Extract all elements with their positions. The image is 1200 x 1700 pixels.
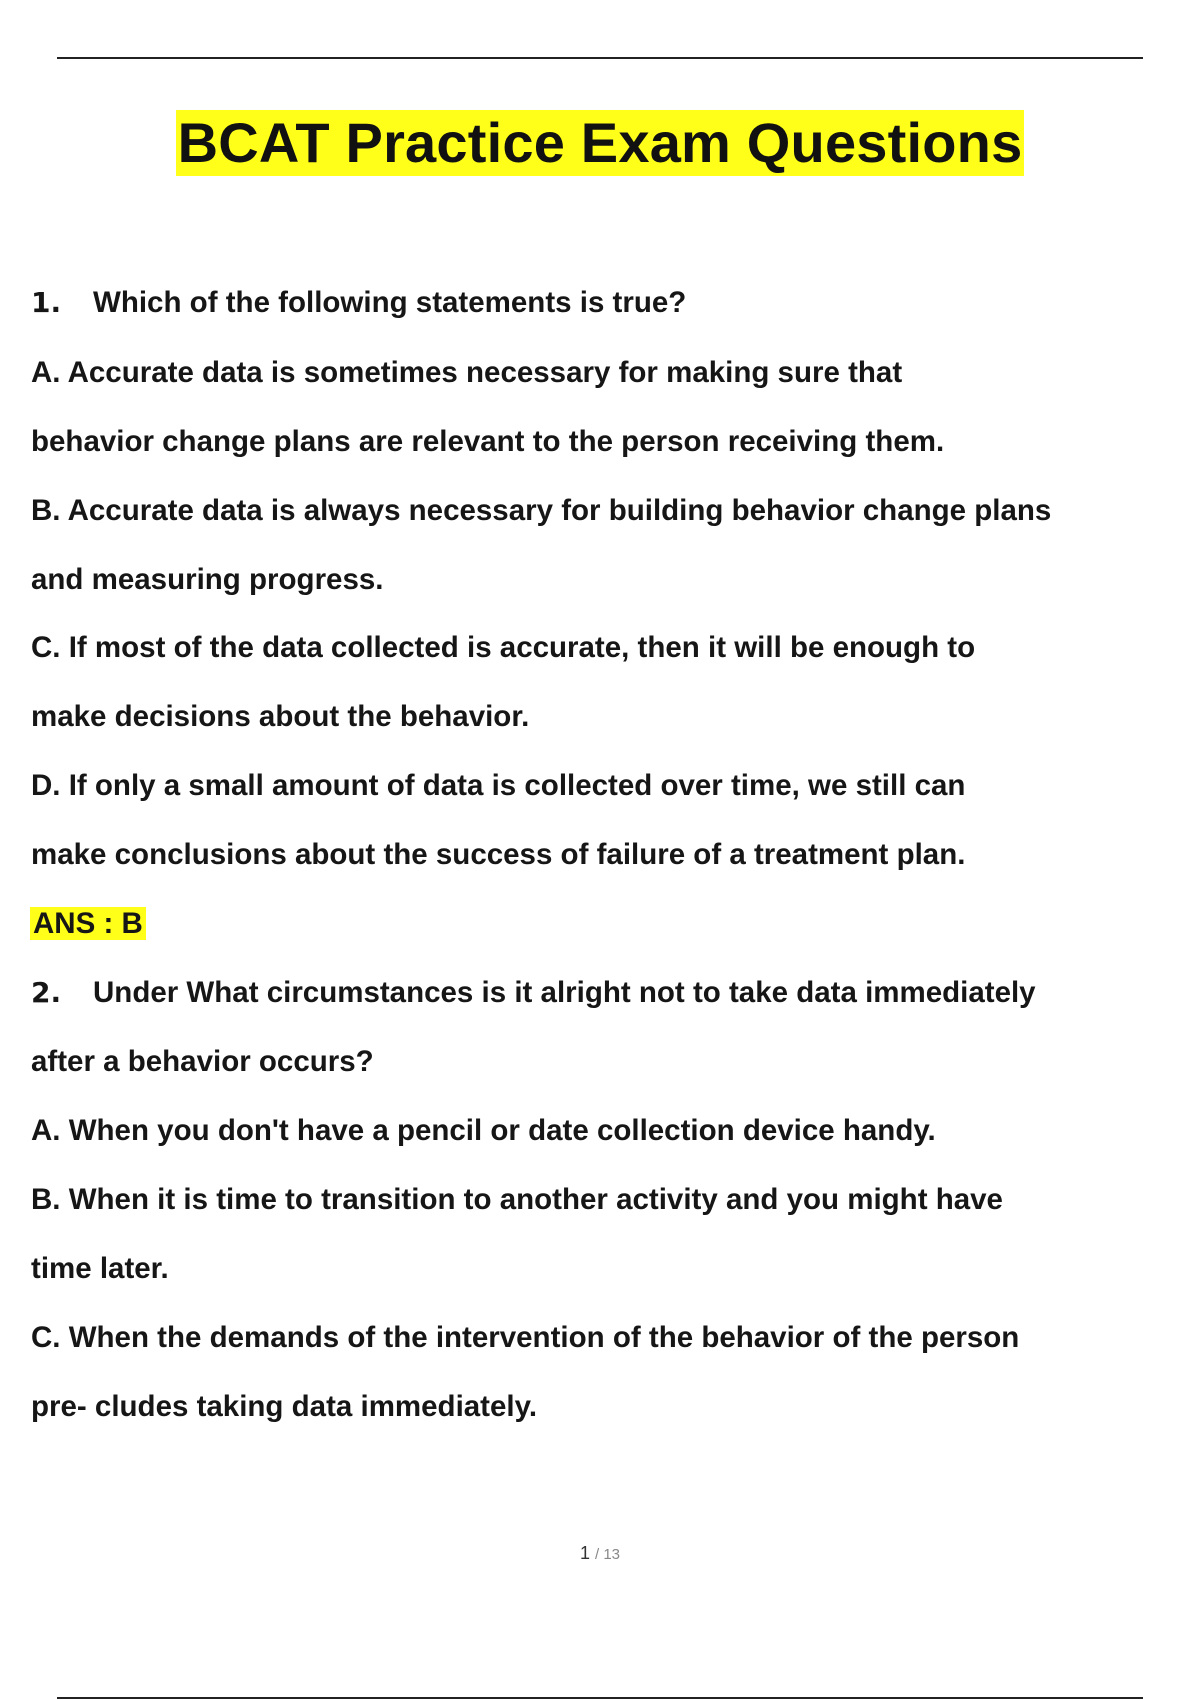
question-1-option-d-line-2: make conclusions about the success of failure of a treatment plan.: [31, 838, 966, 871]
question-1-stem: [31, 285, 686, 321]
question-1-answer-line: [31, 906, 146, 942]
question-2-option-a-line-1: A. When you don't have a pencil or date collection device handy.: [31, 1114, 936, 1147]
title-container: [0, 110, 1200, 176]
question-1-number: 1.: [31, 286, 62, 319]
current-page: 1: [579, 1543, 590, 1563]
question-1-option-d-line-1: D. If only a small amount of data is collected over time, we still can: [31, 769, 966, 802]
bottom-rule: [57, 1697, 1143, 1699]
question-1-option-a-line-2: behavior change plans are relevant to the person receiving them.: [31, 425, 945, 458]
top-rule: [57, 57, 1143, 59]
page-indicator: [0, 1543, 1200, 1564]
question-1-option-a-line-1: A. Accurate data is sometimes necessary for making sure that: [31, 356, 903, 389]
question-1-stem-text: Which of the following statements is true?: [93, 286, 687, 319]
question-1-option-b-line-2: and measuring progress.: [31, 563, 384, 596]
question-2-option-b-line-2: time later.: [31, 1252, 169, 1285]
question-1-answer: ANS : B: [30, 907, 146, 940]
question-2-option-c-line-2: pre- cludes taking data immediately.: [31, 1390, 538, 1423]
question-1-option-c-line-1: C. If most of the data collected is accurate, then it will be enough to: [31, 631, 976, 664]
question-2-stem-line-2: after a behavior occurs?: [31, 1045, 374, 1078]
question-1-option-b-line-1: B. Accurate data is always necessary for building behavior change plans: [31, 494, 1052, 527]
document-title: BCAT Practice Exam Questions: [177, 111, 1023, 174]
total-pages: / 13: [595, 1546, 621, 1563]
question-2-stem: [31, 975, 1036, 1011]
question-1-option-c-line-2: make decisions about the behavior.: [31, 700, 530, 733]
question-2-number: 2.: [31, 976, 62, 1009]
question-2-option-c-line-1: C. When the demands of the intervention of the behavior of the person: [31, 1321, 1020, 1354]
question-2-stem-text: Under What circumstances is it alright not to take data immediately: [93, 976, 1036, 1009]
question-2-option-b-line-1: B. When it is time to transition to another activity and you might have: [31, 1183, 1003, 1216]
